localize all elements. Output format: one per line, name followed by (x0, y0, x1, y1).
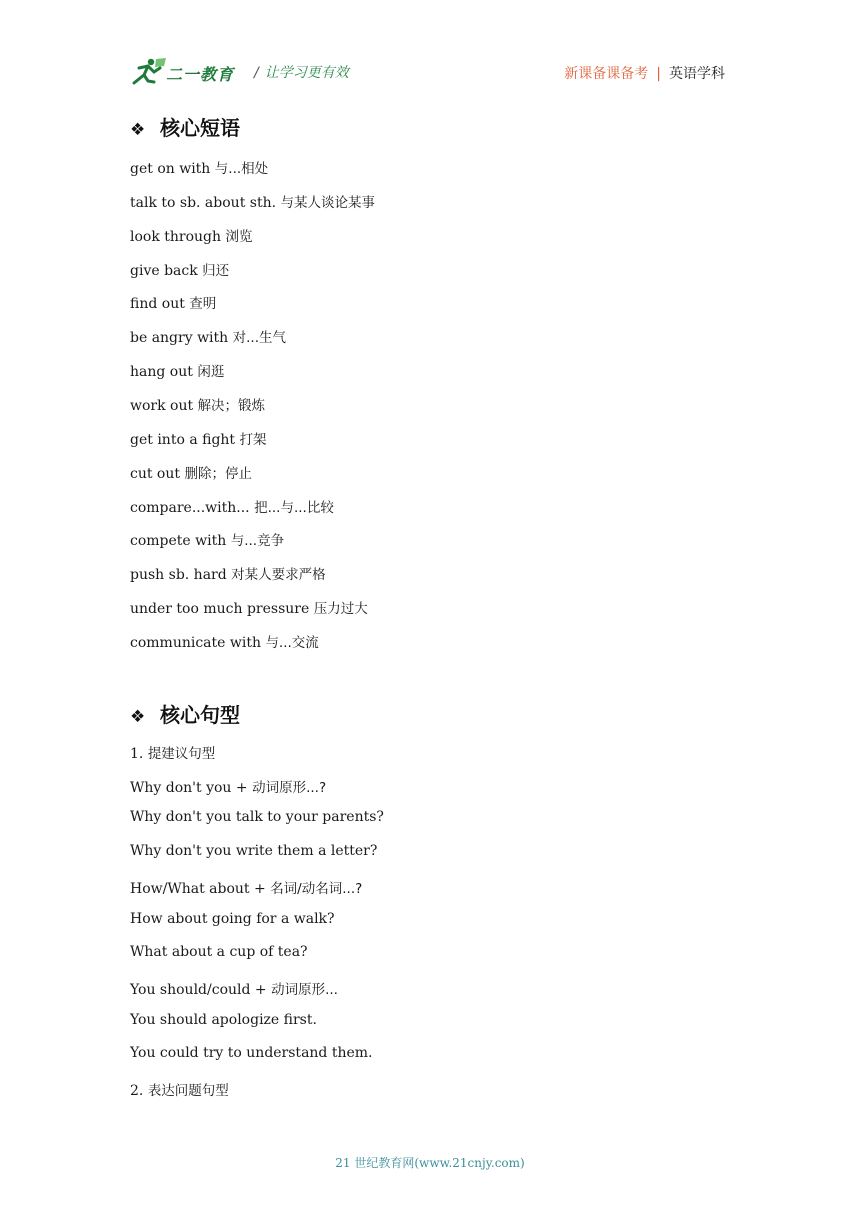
header-divider: | (656, 66, 661, 82)
list-item (130, 360, 224, 380)
list-item (130, 563, 326, 583)
page-footer: 21 世纪教育网(www.21cnjy.com) (335, 1156, 525, 1170)
item-english: cut out (130, 465, 181, 482)
item-chinese: 动词原形...? (252, 779, 327, 796)
slogan (254, 62, 349, 82)
item-chinese: 表达问题句型 (147, 1083, 229, 1099)
subject-label: 英语学科 (669, 66, 725, 82)
list-item (130, 225, 252, 245)
list-item (130, 1045, 373, 1061)
item-english: Why don't you talk to your parents? (130, 809, 384, 826)
header-right (564, 63, 725, 83)
item-chinese: 与...交流 (265, 634, 319, 651)
item-english: communicate with (130, 634, 261, 651)
item-english: You should/could + (130, 981, 267, 998)
item-chinese: 删除；停止 (184, 465, 252, 482)
item-english: get on with (130, 161, 211, 177)
item-chinese: 闲逛 (197, 364, 225, 381)
item-chinese: 把...与...比较 (254, 499, 334, 516)
slogan-slash: / (254, 65, 259, 81)
section-title-text: 核心短语 (160, 116, 240, 140)
list-item (130, 157, 268, 177)
list-item (130, 394, 265, 414)
item-english: work out (130, 397, 194, 414)
item-english: look through (130, 228, 222, 245)
item-english: 2. (130, 1083, 144, 1099)
list-item (130, 292, 216, 312)
item-english: get into a fight (130, 431, 236, 448)
list-item (130, 809, 384, 825)
item-chinese: 对某人要求严格 (231, 567, 326, 584)
item-chinese: 对...生气 (232, 330, 287, 347)
item-english: compare...with... (130, 499, 250, 516)
item-english: hang out (130, 364, 193, 381)
course-label: 新课备课备考 (564, 66, 649, 82)
item-english: 1. (130, 746, 144, 762)
item-english: How about going for a walk? (130, 910, 335, 927)
section-title (130, 699, 240, 728)
item-english: give back (130, 262, 198, 279)
item-chinese: 与某人谈论某事 (280, 194, 375, 211)
item-english: find out (130, 296, 185, 313)
item-english: push sb. hard (130, 567, 227, 584)
list-item (130, 1079, 229, 1099)
item-english: talk to sb. about sth. (130, 194, 277, 211)
item-english: be angry with (130, 330, 229, 347)
item-chinese: 浏览 (225, 228, 253, 245)
diamond-bullet-icon: ❖ (130, 707, 146, 727)
item-english: You could try to understand them. (130, 1045, 373, 1062)
section-title (130, 112, 240, 141)
item-chinese: 与...相处 (214, 161, 269, 177)
list-item (130, 944, 308, 960)
item-chinese: 动词原形... (271, 981, 338, 998)
item-english: What about a cup of tea? (130, 944, 308, 961)
item-chinese: 查明 (189, 296, 217, 313)
list-item (130, 911, 335, 927)
list-item (130, 529, 284, 549)
list-item (130, 597, 368, 617)
item-chinese: 名词/动名词...? (270, 880, 363, 897)
page-header (130, 54, 725, 90)
logo-text: 二一教育 (166, 65, 235, 84)
item-chinese: 提建议句型 (147, 746, 216, 762)
item-english: compete with (130, 533, 227, 550)
item-english: How/What about + (130, 880, 266, 897)
item-english: You should apologize first. (130, 1011, 317, 1028)
list-item (130, 462, 252, 482)
section-title-text: 核心句型 (160, 703, 240, 727)
runner-logo-icon (130, 56, 170, 88)
logo (130, 56, 242, 88)
diamond-bullet-icon: ❖ (130, 120, 146, 140)
list-item (130, 496, 334, 516)
item-chinese: 归还 (202, 262, 230, 279)
item-english: under too much pressure (130, 601, 310, 618)
item-english: Why don't you write them a letter? (130, 843, 378, 860)
list-item (130, 877, 362, 897)
slogan-text: 让学习更有效 (264, 65, 349, 81)
list-item (130, 631, 319, 651)
list-item (130, 259, 229, 279)
item-chinese: 解决；锻炼 (197, 397, 266, 414)
list-item (130, 742, 215, 762)
item-chinese: 与...竞争 (230, 533, 285, 550)
item-english: Why don't you + (130, 779, 248, 796)
item-chinese: 压力过大 (313, 601, 368, 618)
list-item (130, 978, 338, 998)
list-item (130, 843, 377, 859)
list-item (130, 326, 286, 346)
list-item (130, 428, 267, 448)
item-chinese: 打架 (239, 431, 267, 448)
list-item (130, 191, 375, 211)
list-item (130, 776, 326, 796)
list-item (130, 1012, 317, 1028)
